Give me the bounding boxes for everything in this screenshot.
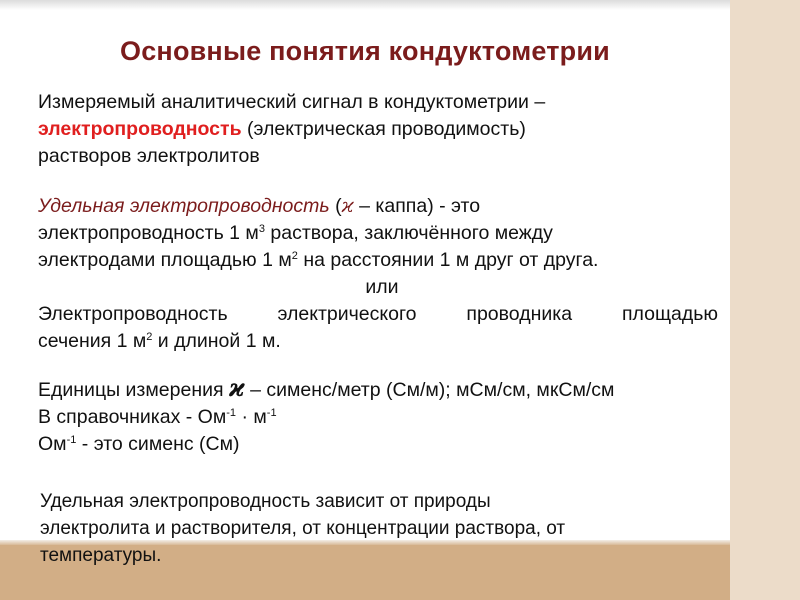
units-line-1 bbox=[38, 374, 614, 404]
specific-line-3-a: электродами площадью 1 м bbox=[38, 249, 292, 271]
units-line-1-b: – сименс/метр (См/м); мСм/см, мкСм/см bbox=[244, 379, 615, 401]
intro-line-2-rest: (электрическая проводимость) bbox=[241, 118, 526, 140]
specific-line-3 bbox=[38, 247, 718, 274]
specific-line-6-a: сечения 1 м bbox=[38, 330, 147, 352]
intro-line-3: растворов электролитов bbox=[38, 145, 260, 167]
units-line-1-a: Единицы измерения bbox=[38, 379, 229, 401]
specific-line-1 bbox=[38, 192, 718, 220]
kappa-symbol: ϰ bbox=[341, 194, 354, 217]
dependence-line-2: электролита и растворителя, от концентрации раствора, от bbox=[40, 518, 566, 539]
square-superscript: 2 bbox=[291, 250, 298, 262]
or-separator: или bbox=[365, 276, 399, 298]
kappa-symbol-large: ϰ bbox=[228, 373, 245, 402]
specific-line-6-b: и длиной 1 м. bbox=[152, 330, 281, 352]
units-line-2-mid: · м bbox=[236, 406, 267, 428]
units-line-3-b: - это сименс (См) bbox=[76, 433, 240, 455]
intro-paragraph bbox=[38, 89, 545, 170]
specific-line-2-b: раствора, заключённого между bbox=[264, 222, 553, 244]
right-decor-stripe bbox=[730, 0, 800, 600]
section-superscript: 2 bbox=[146, 331, 153, 343]
specific-conductivity-term: Удельная электропроводность bbox=[38, 195, 330, 217]
units-line-3 bbox=[38, 431, 614, 458]
slide-title: Основные понятия кондуктометрии bbox=[120, 36, 610, 66]
conductivity-term: электропроводность bbox=[38, 118, 242, 140]
intro-line-2 bbox=[38, 116, 545, 143]
units-line-2-a: В справочниках - Ом bbox=[38, 406, 227, 428]
kappa-rest: – каппа) - это bbox=[353, 195, 481, 217]
specific-line-5: Электропроводность электрического проводника площадью bbox=[38, 303, 718, 325]
specific-conductivity-paragraph bbox=[38, 192, 718, 355]
units-line-3-a: Ом bbox=[38, 433, 67, 455]
dependence-paragraph bbox=[40, 488, 565, 569]
intro-line-1: Измеряемый аналитический сигнал в кондуктометрии – bbox=[38, 91, 546, 113]
open-paren: ( bbox=[329, 195, 342, 217]
ohm-exponent-2: -1 bbox=[66, 434, 77, 446]
specific-line-2 bbox=[38, 220, 718, 247]
meter-exponent: -1 bbox=[266, 407, 277, 419]
units-paragraph bbox=[38, 374, 614, 458]
dependence-line-3: температуры. bbox=[40, 545, 162, 566]
specific-line-6 bbox=[38, 328, 718, 355]
dependence-line-1: Удельная электропроводность зависит от природы bbox=[40, 491, 491, 512]
units-line-2 bbox=[38, 404, 614, 431]
cubic-superscript: 3 bbox=[258, 223, 265, 235]
specific-line-3-b: на расстоянии 1 м друг от друга. bbox=[297, 249, 599, 271]
top-shadow bbox=[0, 0, 730, 10]
ohm-exponent: -1 bbox=[226, 407, 237, 419]
specific-line-2-a: электропроводность 1 м bbox=[38, 222, 259, 244]
